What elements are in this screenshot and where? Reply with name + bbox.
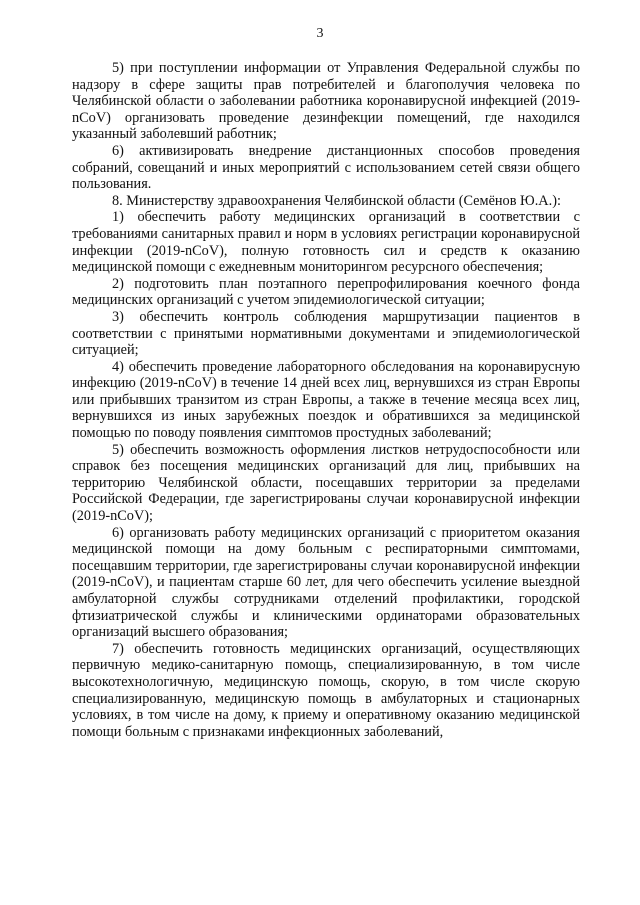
paragraph-8-3-patient-routing: 3) обеспечить контроль соблюдения маршрутизации пациентов в соответствии с принятыми нормативными документами и эпидемиологической ситуацией;: [72, 308, 580, 359]
paragraph-8-4-laboratory-testing: 4) обеспечить проведение лабораторного обследования на коронавирусную инфекцию (2019-nCoV) в течение 14 дней всех лиц, вернувшихся из стран Европы или прибывших транзитом из стран Европы, а также в течение месяца всех лиц, вернувшихся из иных зарубежных поездок и обратившихся за медицинской помощью по поводу появления симптомов простудных заболеваний;: [72, 358, 580, 442]
page-number: 3: [316, 26, 324, 41]
paragraph-5-disinfection: 5) при поступлении информации от Управления Федеральной службы по надзору в сфере защиты прав потребителей и благополучия человека по Челябинской области о заболевании работника коронавирусной инфекцией (2019-nCoV) организовать проведение дезинфекции помещений, где находился указанный заболевший работник;: [72, 60, 580, 143]
document-body: [72, 60, 580, 740]
paragraph-6-remote-meetings: 6) активизировать внедрение дистанционных способов проведения собраний, совещаний и иных мероприятий с использованием сетей связи общего пользования.: [72, 142, 580, 193]
paragraph-8-7-readiness: 7) обеспечить готовность медицинских организаций, осуществляющих первичную медико-санитарную помощь, специализированную, в том числе высокотехнологичную, медицинскую помощь, скорую, в том числе скорую специализированную, медицинскую помощь в амбулаторных и стационарных условиях, в том числе на дому, к приему и оперативному оказанию медицинской помощи больным с признаками инфекционных заболеваний,: [72, 640, 580, 740]
paragraph-8-2-bed-capacity-plan: 2) подготовить план поэтапного перепрофилирования коечного фонда медицинских организаций с учетом эпидемиологической ситуации;: [72, 275, 580, 309]
paragraph-8-5-sick-leave: 5) обеспечить возможность оформления листков нетрудоспособности или справок без посещения медицинских организаций для лиц, прибывших на территорию Челябинской области, посещавших территории за пределами Российской Федерации, где зарегистрированы случаи коронавирусной инфекции (2019-nCoV);: [72, 441, 580, 525]
paragraph-8-ministry-of-health: 8. Министерству здравоохранения Челябинской области (Семёнов Ю.А.):: [112, 192, 561, 209]
paragraph-8-1-medical-organizations: 1) обеспечить работу медицинских организаций в соответствии с требованиями санитарных правил и норм в условиях регистрации коронавирусной инфекции (2019-nCoV), полную готовность сил и средств к оказанию медицинской помощи с ежедневным мониторингом ресурсного обеспечения;: [72, 209, 580, 276]
paragraph-8-6-home-care: 6) организовать работу медицинских организаций с приоритетом оказания медицинской помощи на дому больным с респираторными симптомами, посещавшим территории, где зарегистрированы случаи коронавирусной инфекции (2019-nCoV), и пациентам старше 60 лет, для чего обеспечить усиление выездной амбулаторной службы сотрудниками отделений профилактики, городской фтизиатрической службы и клиническими ординаторами образовательных организаций высшего образования;: [72, 524, 580, 641]
